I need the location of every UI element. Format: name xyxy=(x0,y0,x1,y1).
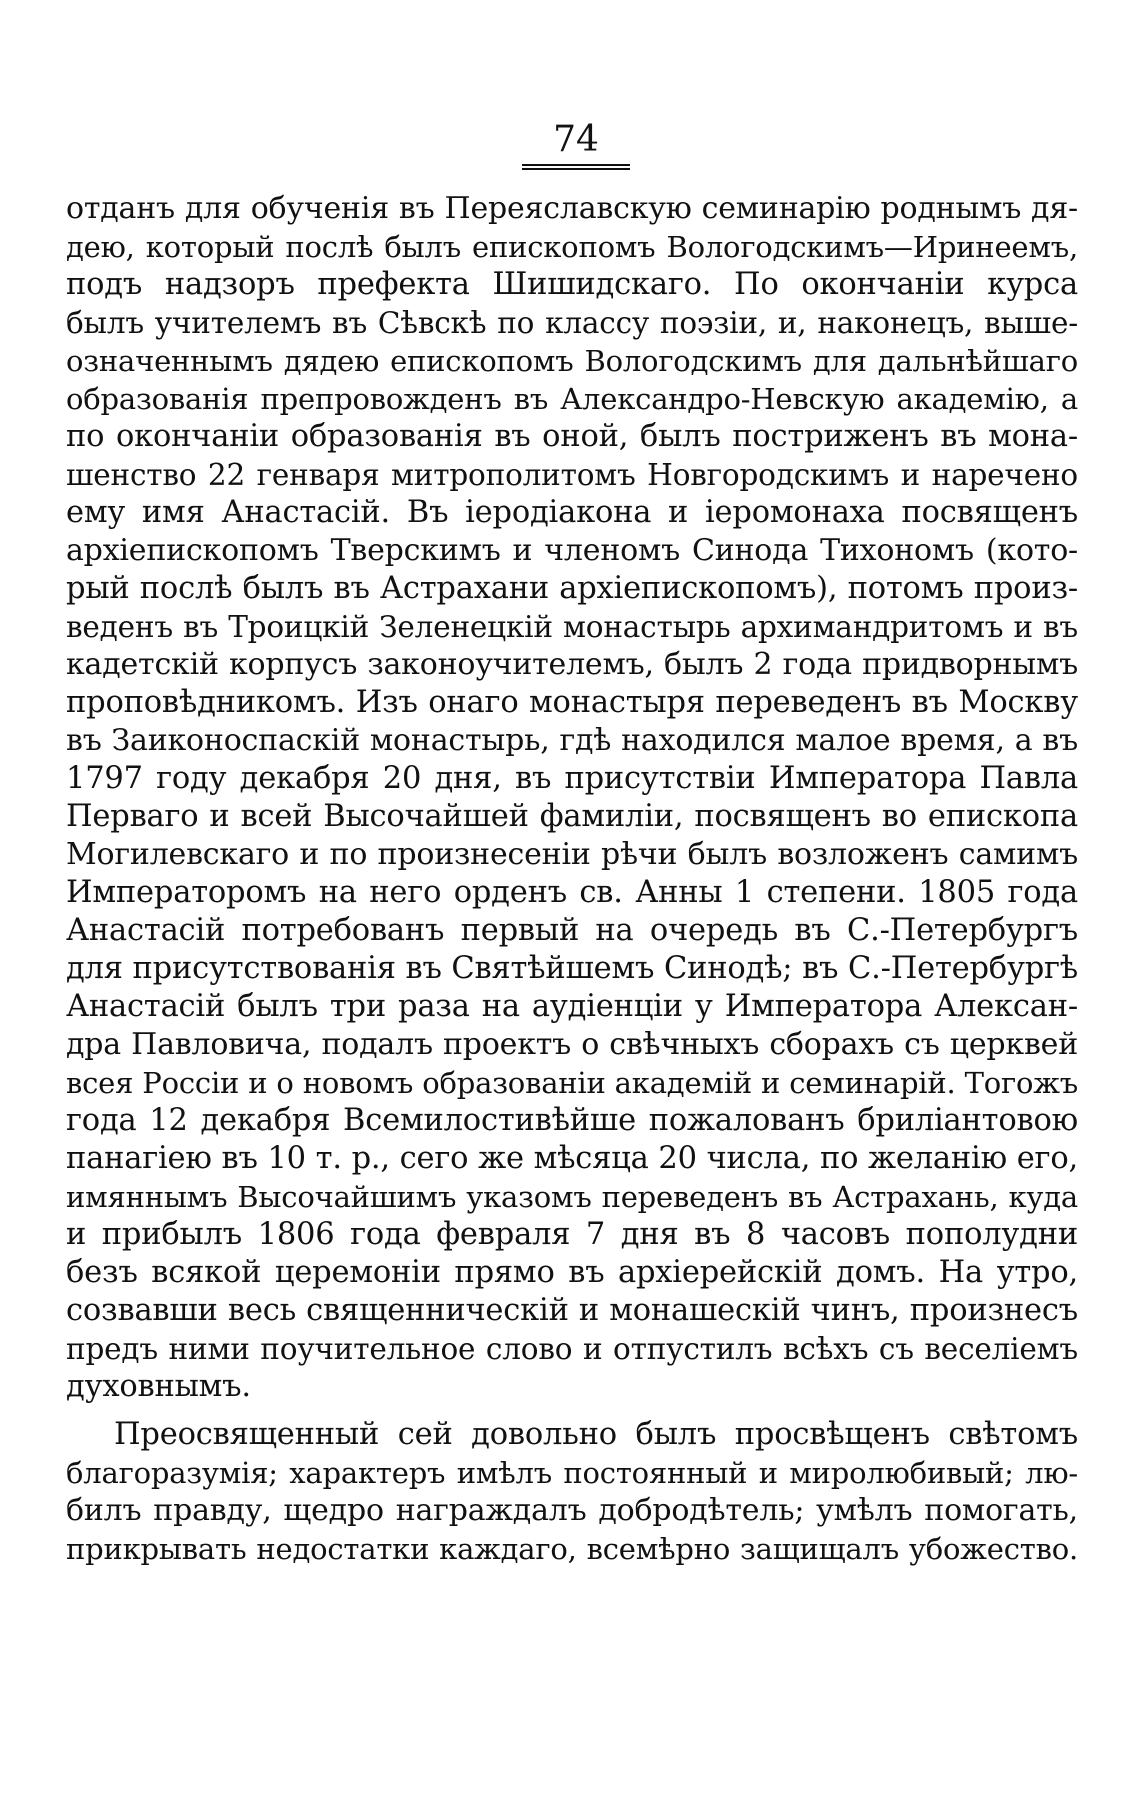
text-line: предъ ними поучительное слово и отпустилъ всѣхъ съ веселіемъ xyxy=(66,1332,1078,1366)
body-text xyxy=(66,190,1078,1568)
text-line: Анастасій потребованъ первый на очередь въ С.-Петербургъ xyxy=(66,913,1078,948)
text-line: года 12 декабря Всемилостивѣйше пожалованъ бриліантовою xyxy=(66,1103,1078,1138)
text-line: созвавши весь священническій и монашескій чинъ, произнесъ xyxy=(66,1293,1078,1328)
paragraph xyxy=(66,1416,1078,1568)
text-line: духовнымъ. xyxy=(66,1369,251,1404)
text-line: веденъ въ Троицкій Зеленецкій монастырь архимандритомъ и въ xyxy=(66,610,1078,644)
text-line: имяннымъ Высочайшимъ указомъ переведенъ въ Астрахань, куда xyxy=(66,1180,1078,1214)
text-line: подъ надзоръ префекта Шишидскаго. По окончаніи курса xyxy=(66,267,1078,302)
text-line: архіепископомъ Тверскимъ и членомъ Синода Тихономъ (кото- xyxy=(66,533,1078,568)
text-line: для присутствованія въ Святѣйшемъ Синодѣ; въ С.-Петербургѣ xyxy=(66,951,1078,986)
page xyxy=(66,118,1078,1568)
text-line: въ Заиконоспаскій монастырь, гдѣ находился малое время, а въ xyxy=(66,723,1078,758)
text-line: Могилевскаго и по произнесеніи рѣчи былъ возложенъ самимъ xyxy=(66,837,1078,872)
text-line: Перваго и всей Высочайшей фамиліи, посвященъ во епископа xyxy=(66,799,1078,834)
text-line: Анастасій былъ три раза на аудіенціи у Императора Алексан- xyxy=(66,989,1078,1024)
text-line: всея Россіи и о новомъ образованіи академій и семинарій. Тогожъ xyxy=(66,1066,1078,1100)
paragraph xyxy=(66,190,1078,1406)
text-line: былъ учителемъ въ Сѣвскѣ по классу поэзіи, и, наконецъ, выше- xyxy=(66,306,1078,340)
text-line: 1797 году декабря 20 дня, въ присутствіи Императора Павла xyxy=(66,761,1078,796)
text-line: прикрывать недостатки каждаго, всемѣрно защищалъ убожество. xyxy=(66,1532,1078,1566)
text-line: отданъ для обученія въ Переяславскую семинарію роднымъ дя- xyxy=(66,191,1078,226)
page-number: 74 xyxy=(553,119,599,160)
text-line: дею, который послѣ былъ епископомъ Вологодскимъ—Иринеемъ, xyxy=(66,230,1078,264)
text-line: по окончаніи образованія въ оной, былъ постриженъ въ мона- xyxy=(66,419,1078,454)
text-line: билъ правду, щедро награждалъ добродѣтель; умѣлъ помогать, xyxy=(66,1493,1078,1528)
text-line: образованія препровожденъ въ Александро-Невскую академію, а xyxy=(66,382,1078,416)
text-line: Преосвященный сей довольно былъ просвѣщенъ свѣтомъ xyxy=(114,1417,1078,1452)
text-line: Императоромъ на него орденъ св. Анны 1 степени. 1805 года xyxy=(66,875,1078,910)
text-line: безъ всякой церемоніи прямо въ архіерейскій домъ. На утро, xyxy=(66,1255,1078,1290)
text-line: и прибылъ 1806 года февраля 7 дня въ 8 часовъ пополудни xyxy=(66,1217,1078,1252)
text-line: дра Павловича, подалъ проектъ о свѣчныхъ сборахъ съ церквей xyxy=(66,1027,1078,1062)
text-line: панагіею въ 10 т. р., сего же мѣсяца 20 числа, по желанію его, xyxy=(66,1141,1078,1176)
text-line: проповѣдникомъ. Изъ онаго монастыря переведенъ въ Москву xyxy=(66,685,1078,720)
text-line: шенство 22 генваря митрополитомъ Новгородскимъ и наречено xyxy=(66,458,1078,492)
page-number-rule xyxy=(522,164,630,170)
text-line: рый послѣ былъ въ Астрахани архіепископомъ), потомъ произ- xyxy=(66,571,1078,606)
text-line: означеннымъ дядею епископомъ Вологодскимъ для дальнѣйшаго xyxy=(66,344,1078,378)
text-line: кадетскій корпусъ законоучителемъ, былъ 2 года придворнымъ xyxy=(66,647,1078,682)
text-line: ему имя Анастасій. Въ іеродіакона и іеромонаха посвященъ xyxy=(66,495,1078,530)
text-line: благоразумія; характеръ имѣлъ постоянный и миролюбивый; лю- xyxy=(66,1456,1078,1490)
paragraph-gap xyxy=(66,1406,1078,1416)
